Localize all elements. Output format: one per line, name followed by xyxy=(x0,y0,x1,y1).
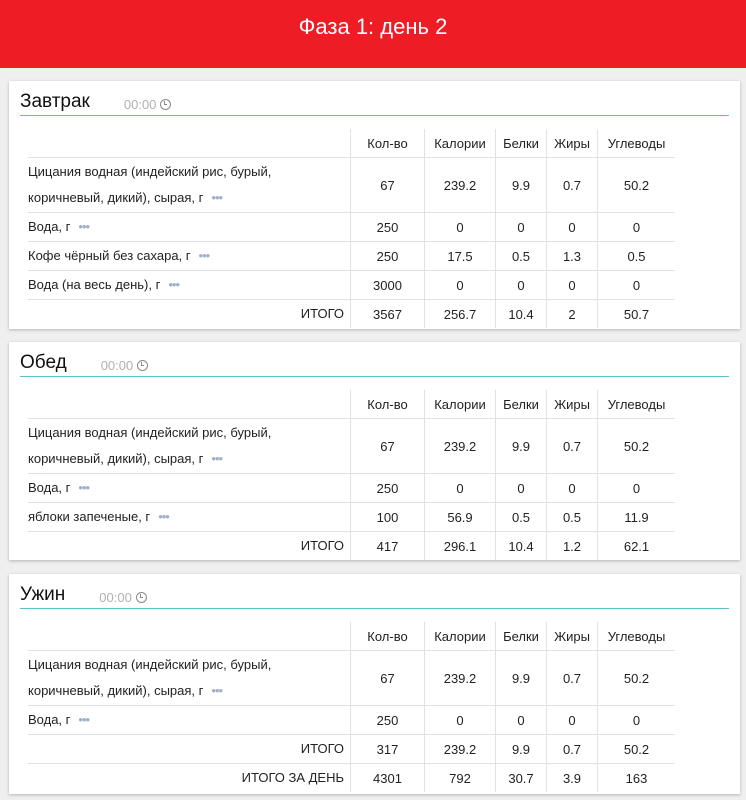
clock-icon xyxy=(160,99,171,110)
total-fat: 2 xyxy=(547,300,598,329)
total-qty: 417 xyxy=(351,532,425,561)
food-fat: 0 xyxy=(547,706,598,735)
food-calories: 0 xyxy=(425,474,496,503)
total-protein: 10.4 xyxy=(496,300,547,329)
food-protein: 0 xyxy=(496,474,547,503)
more-options-icon[interactable]: ••• xyxy=(78,480,90,495)
food-qty: 250 xyxy=(351,706,425,735)
food-name: Вода, г ••• xyxy=(28,706,351,735)
food-fat: 0.7 xyxy=(547,158,598,213)
total-label: ИТОГО xyxy=(300,538,344,553)
meal-time-value: 00:00 xyxy=(100,358,134,373)
meal-title: Обед xyxy=(20,352,67,373)
column-header-fat: Жиры xyxy=(547,129,598,158)
column-header-protein: Белки xyxy=(496,129,547,158)
food-name: Цицания водная (индейский рис, бурый, коричневый, дикий), сырая, г ••• xyxy=(28,419,351,474)
meal-header xyxy=(20,350,729,377)
food-carbs: 50.2 xyxy=(598,158,676,213)
food-protein: 0 xyxy=(496,706,547,735)
total-label: ИТОГО xyxy=(28,735,351,764)
food-protein: 0 xyxy=(496,213,547,242)
column-header-fat: Жиры xyxy=(547,622,598,651)
food-carbs: 0 xyxy=(598,213,676,242)
day-total-qty: 4301 xyxy=(351,764,425,793)
food-qty: 250 xyxy=(351,474,425,503)
food-fat: 0 xyxy=(547,213,598,242)
column-header-name xyxy=(28,622,351,651)
meal-card-breakfast xyxy=(9,81,740,329)
column-header-carbs: Углеводы xyxy=(598,622,676,651)
food-calories: 56.9 xyxy=(425,503,496,532)
table-header-row xyxy=(28,390,675,419)
food-calories: 0 xyxy=(425,213,496,242)
food-carbs: 0 xyxy=(598,271,676,300)
more-options-icon[interactable]: ••• xyxy=(211,683,223,698)
total-calories: 296.1 xyxy=(425,532,496,561)
total-qty: 317 xyxy=(351,735,425,764)
food-protein: 0.5 xyxy=(496,242,547,271)
more-options-icon[interactable]: ••• xyxy=(78,712,90,727)
food-qty: 67 xyxy=(351,419,425,474)
clock-icon xyxy=(136,592,147,603)
total-row xyxy=(28,300,675,329)
clock-icon xyxy=(137,360,148,371)
food-carbs: 11.9 xyxy=(598,503,676,532)
food-name: Вода (на весь день), г ••• xyxy=(28,271,351,300)
food-calories: 239.2 xyxy=(425,651,496,706)
column-header-name xyxy=(28,390,351,419)
food-protein: 9.9 xyxy=(496,651,547,706)
more-options-icon[interactable]: ••• xyxy=(211,451,223,466)
table-row xyxy=(28,213,675,242)
food-calories: 17.5 xyxy=(425,242,496,271)
table-row xyxy=(28,271,675,300)
table-header-row xyxy=(28,622,675,651)
day-total-protein: 30.7 xyxy=(496,764,547,793)
column-header-carbs: Углеводы xyxy=(598,390,676,419)
more-options-icon[interactable]: ••• xyxy=(158,509,169,524)
more-options-icon[interactable]: ••• xyxy=(168,277,179,292)
page-title: Фаза 1: день 2 xyxy=(298,14,448,39)
column-header-calories: Калории xyxy=(425,129,496,158)
day-total-row xyxy=(28,764,675,793)
table-row xyxy=(28,651,675,706)
table-row xyxy=(28,158,675,213)
food-name: яблоки запеченые, г ••• xyxy=(28,503,351,532)
total-calories: 239.2 xyxy=(425,735,496,764)
table-row xyxy=(28,242,675,271)
table-row xyxy=(28,503,675,532)
meal-card-lunch xyxy=(9,342,740,560)
total-row xyxy=(28,532,675,561)
meal-time[interactable] xyxy=(101,358,149,376)
total-carbs: 50.2 xyxy=(598,735,676,764)
meal-table xyxy=(28,390,675,560)
meal-time-value: 00:00 xyxy=(99,590,132,605)
top-bar xyxy=(0,0,746,68)
total-protein: 9.9 xyxy=(496,735,547,764)
column-header-protein: Белки xyxy=(496,390,547,419)
day-total-fat: 3.9 xyxy=(547,764,598,793)
food-protein: 9.9 xyxy=(496,158,547,213)
food-fat: 1.3 xyxy=(547,242,598,271)
total-calories: 256.7 xyxy=(425,300,496,329)
meal-header xyxy=(20,582,729,609)
column-header-carbs: Углеводы xyxy=(598,129,676,158)
meal-title: Завтрак xyxy=(20,91,90,112)
food-protein: 0 xyxy=(496,271,547,300)
food-fat: 0.5 xyxy=(547,503,598,532)
meal-time[interactable] xyxy=(99,590,147,608)
meal-time-value: 00:00 xyxy=(123,97,157,112)
meal-table xyxy=(28,129,675,328)
meal-table xyxy=(28,622,675,792)
column-header-qty: Кол-во xyxy=(351,129,425,158)
total-row xyxy=(28,735,675,764)
food-fat: 0 xyxy=(547,271,598,300)
food-calories: 239.2 xyxy=(425,419,496,474)
meal-card-dinner xyxy=(9,574,740,794)
food-qty: 250 xyxy=(351,213,425,242)
food-calories: 239.2 xyxy=(425,158,496,213)
total-protein: 10.4 xyxy=(496,532,547,561)
food-fat: 0.7 xyxy=(547,651,598,706)
food-qty: 100 xyxy=(351,503,425,532)
food-qty: 67 xyxy=(351,158,425,213)
day-total-label: ИТОГО ЗА ДЕНЬ xyxy=(241,770,344,785)
meal-time[interactable] xyxy=(124,97,172,115)
food-name: Цицания водная (индейский рис, бурый, коричневый, дикий), сырая, г ••• xyxy=(28,651,351,706)
meal-title: Ужин xyxy=(20,584,66,605)
food-name: Вода, г ••• xyxy=(28,213,351,242)
day-total-calories: 792 xyxy=(425,764,496,793)
food-protein: 0.5 xyxy=(496,503,547,532)
meal-header xyxy=(20,89,729,116)
total-carbs: 50.7 xyxy=(598,300,676,329)
table-row xyxy=(28,474,675,503)
food-name: Кофе чёрный без сахара, г ••• xyxy=(28,242,351,271)
food-carbs: 0.5 xyxy=(598,242,676,271)
food-carbs: 50.2 xyxy=(598,651,676,706)
column-header-calories: Калории xyxy=(425,390,496,419)
total-carbs: 62.1 xyxy=(598,532,676,561)
food-protein: 9.9 xyxy=(496,419,547,474)
food-name: Цицания водная (индейский рис, бурый, коричневый, дикий), сырая, г ••• xyxy=(28,158,351,213)
more-options-icon[interactable]: ••• xyxy=(78,219,90,234)
food-calories: 0 xyxy=(425,706,496,735)
column-header-name xyxy=(28,129,351,158)
total-label: ИТОГО xyxy=(300,306,344,321)
food-fat: 0 xyxy=(547,474,598,503)
food-carbs: 0 xyxy=(598,474,676,503)
food-fat: 0.7 xyxy=(547,419,598,474)
total-qty: 3567 xyxy=(351,300,425,329)
food-carbs: 50.2 xyxy=(598,419,676,474)
column-header-qty: Кол-во xyxy=(351,622,425,651)
food-carbs: 0 xyxy=(598,706,676,735)
food-qty: 3000 xyxy=(351,271,425,300)
food-qty: 67 xyxy=(351,651,425,706)
food-qty: 250 xyxy=(351,242,425,271)
food-name: Вода, г ••• xyxy=(28,474,351,503)
column-header-calories: Калории xyxy=(425,622,496,651)
table-header-row xyxy=(28,129,675,158)
table-row xyxy=(28,706,675,735)
total-fat: 1.2 xyxy=(547,532,598,561)
food-calories: 0 xyxy=(425,271,496,300)
day-total-carbs: 163 xyxy=(598,764,676,793)
column-header-qty: Кол-во xyxy=(351,390,425,419)
more-options-icon[interactable]: ••• xyxy=(211,190,223,205)
column-header-fat: Жиры xyxy=(547,390,598,419)
total-fat: 0.7 xyxy=(547,735,598,764)
column-header-protein: Белки xyxy=(496,622,547,651)
more-options-icon[interactable]: ••• xyxy=(198,248,210,263)
table-row xyxy=(28,419,675,474)
